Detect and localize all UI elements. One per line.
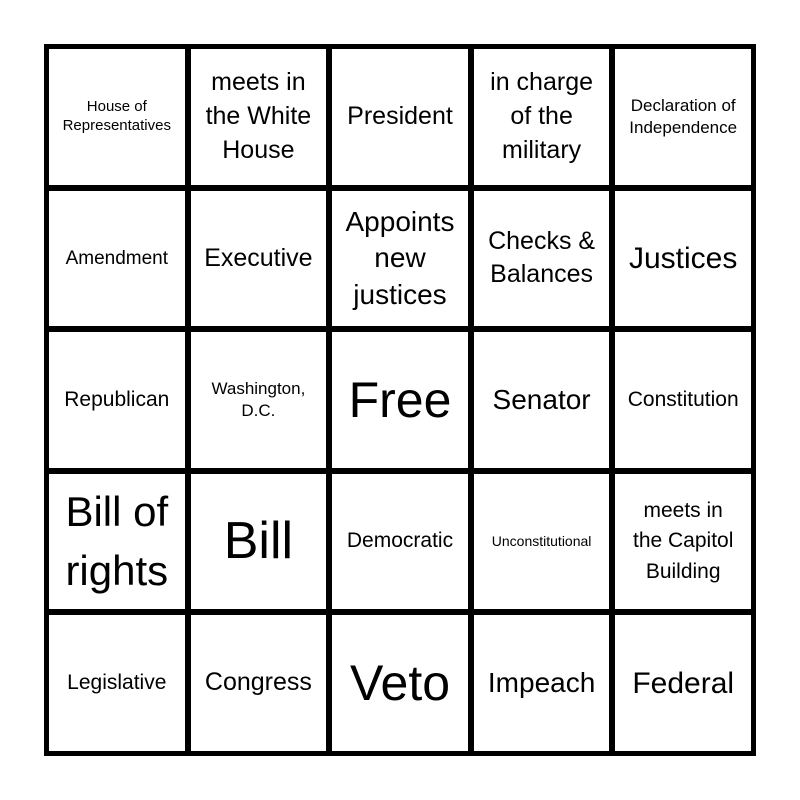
bingo-cell-r5-c3[interactable] [332,615,468,751]
bingo-cell-r4-c4[interactable] [474,474,610,610]
cell-label: Justices [629,241,738,275]
cell-label: in charge of the military [490,68,594,164]
cell-label: Unconstitutional [491,533,592,550]
cell-label: Republican [64,387,170,411]
cell-label: Senator [492,383,591,415]
cell-label: Amendment [65,247,169,269]
cell-label: Bill of rights [65,487,169,594]
bingo-cell-r5-c1[interactable] [49,615,185,751]
cell-label: Bill [223,512,294,571]
bingo-cell-r3-c2[interactable] [191,332,327,468]
cell-label: Executive [204,243,313,272]
bingo-cell-r4-c1[interactable] [49,474,185,610]
bingo-cell-r3-c5[interactable] [615,332,751,468]
bingo-cell-r2-c1[interactable] [49,191,185,327]
bingo-cell-r1-c1[interactable] [49,49,185,185]
bingo-cell-r1-c5[interactable] [615,49,751,185]
cell-label: Checks & Balances [488,226,596,289]
cell-label: meets in the White House [205,68,312,164]
cell-label: President [347,101,453,130]
bingo-cell-r5-c2[interactable] [191,615,327,751]
cell-label: Appoints new justices [345,205,455,310]
bingo-cell-r4-c5[interactable] [615,474,751,610]
bingo-cell-r2-c3[interactable] [332,191,468,327]
cell-label: Democratic [346,529,454,553]
bingo-cell-r2-c4[interactable] [474,191,610,327]
cell-label: House of Representatives [62,98,171,134]
cell-label: Constitution [627,387,739,411]
cell-label: Free [348,371,452,428]
cell-label: Washington, D.C. [211,378,306,420]
bingo-cell-r1-c2[interactable] [191,49,327,185]
cell-label: Legislative [67,671,167,695]
bingo-cell-r2-c5[interactable] [615,191,751,327]
bingo-cell-r3-c4[interactable] [474,332,610,468]
bingo-cell-r2-c2[interactable] [191,191,327,327]
cell-label: meets in the Capitol Building [632,498,734,583]
bingo-cell-r3-c1[interactable] [49,332,185,468]
bingo-cell-r5-c5[interactable] [615,615,751,751]
bingo-cell-r1-c3[interactable] [332,49,468,185]
bingo-cell-r1-c4[interactable] [474,49,610,185]
bingo-cell-r4-c2[interactable] [191,474,327,610]
bingo-cell-free[interactable] [332,332,468,468]
bingo-board [44,44,756,756]
cell-label: Federal [632,666,735,700]
cell-label: Impeach [487,667,596,698]
bingo-cell-r5-c4[interactable] [474,615,610,751]
bingo-cell-r4-c3[interactable] [332,474,468,610]
cell-label: Congress [204,668,312,697]
cell-label: Declaration of Independence [629,95,738,137]
cell-label: Veto [349,655,451,712]
